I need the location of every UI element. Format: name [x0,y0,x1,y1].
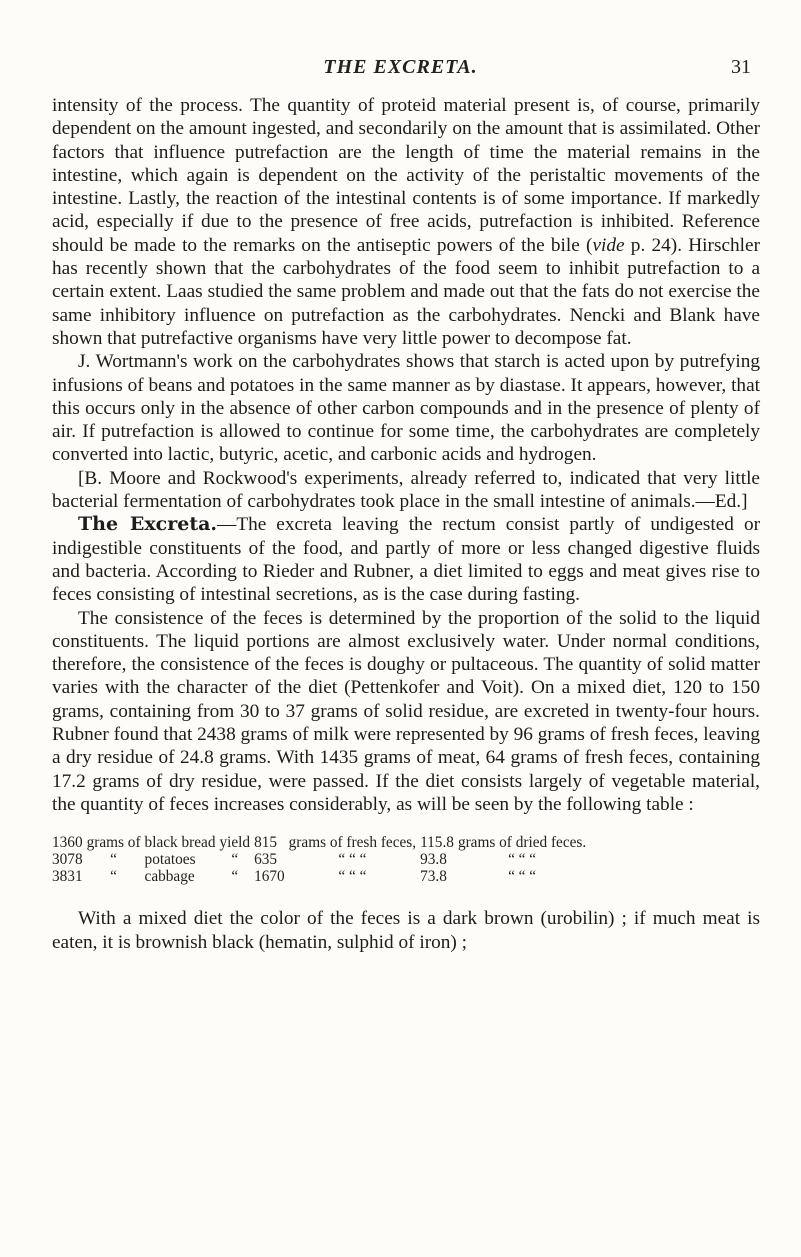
table-cell: “ “ “ [508,868,537,886]
body-text [52,94,760,954]
table-row [52,868,590,885]
table-cell: grams of fresh feces, [288,834,417,852]
paragraph-italic: vide [592,234,625,256]
table-cell: 1670 [254,868,285,886]
table-cell: 635 [254,851,278,869]
table-cell: grams of [86,834,141,852]
table-cell: black bread [144,834,216,852]
table-cell: grams of dried feces. [457,834,587,852]
paragraph-excreta [52,513,760,606]
table-cell: 93.8 [420,851,447,869]
table-cell: “ [110,868,117,886]
table-cell: “ [231,851,239,869]
table-cell: yield [219,834,251,852]
table-cell: “ “ “ [508,851,537,869]
paragraph-consistence: The consistence of the feces is determined by the proportion of the solid to the liquid constituents. The liquid portions are almost exclusively water. Under normal conditions, therefore, the consistence of the feces is doughy or pultaceous. The quantity of solid matter varies with the character of the diet (Pettenkofer and Voit). On a mixed diet, 120 to 150 grams, containing from 30 to 37 grams of solid residue, are excreted in twenty-four hours. Rubner found that 2438 grams of milk were represented by 96 grams of fresh feces, leaving a dry residue of 24.8 grams. With 1435 grams of meat, 64 grams of fresh feces, containing 17.2 grams of dry residue, were passed. If the diet consists largely of vegetable material, the quantity of feces increases considerably, as will be seen by the following table : [52,607,760,815]
table-cell: “ “ “ [338,868,367,886]
section-heading: The Excreta. [78,513,218,536]
paragraph-text: intensity of the process. The quantity of proteid material present is, of course, primarily dependent on the amount ingested, and secondarily on the amount that is assimilated. Other factors that influence putrefaction are the length of time the material remains in the intestine, which again is dependent on the activity of the peristaltic movements of the intestine. Lastly, the reaction of the intestinal contents is of some importance. If markedly acid, especially if due to the presence of free acids, putrefaction is inhibited. Reference should be made to the remarks on the antiseptic powers of the bile ( [52,95,760,256]
table-cell: “ [231,868,239,886]
table-cell: 815 [254,834,278,852]
table-cell: cabbage [144,868,195,886]
table-cell: “ [110,851,117,869]
paragraph-putrefaction-factors [52,94,760,350]
table-cell: 1360 [52,834,83,852]
table-cell: potatoes [144,851,196,869]
paragraph-text: —The excreta leaving the rectum consist partly of undigested or indigestible constituents of the food, and partly of more or less changed digestive fluids and bacteria. According to Rieder and Rubner, a diet limited to eggs and meat gives rise to feces consisting of intestinal secretions, as is the case during fasting. [52,514,760,606]
table-cell: 115.8 [420,834,454,852]
paragraph-text: p. 24). Hirschler has recently shown that the carbohydrates of the food seem to inhibit putrefaction to a certain extent. Laas studied the same problem and made out that the fats do not exercise the same inhibitory influence on putrefaction as the carbohydrates. Nencki and Blank have shown that putrefactive organisms have very little power to decompose fat. [52,234,760,349]
table-cell: “ “ “ [338,851,367,869]
feces-table [52,834,590,885]
paragraph-editor-note: [B. Moore and Rockwood's experiments, already referred to, indicated that very little bacterial fermentation of carbohydrates took place in the small intestine of animals.—Ed.] [52,467,760,513]
running-title: THE EXCRETA. [323,56,478,78]
table-cell: 3078 [52,851,83,869]
page-number: 31 [731,56,751,78]
table-cell: 3831 [52,868,83,886]
table-row [52,851,590,868]
paragraph-wortmann: J. Wortmann's work on the carbohydrates shows that starch is acted upon by putrefying infusions of beans and potatoes in the same manner as by diastase. It appears, however, that this occurs only in the absence of other carbon compounds and in the presence of plenty of air. If putrefaction is allowed to continue for some time, the carbohydrates are completely converted into lactic, butyric, acetic, and carbonic acids and hydrogen. [52,351,760,466]
paragraph-color: With a mixed diet the color of the feces is a dark brown (urobilin) ; if much meat is eaten, it is brownish black (hematin, sulphid of iron) ; [52,908,760,953]
table-cell: 73.8 [420,868,447,886]
table-row [52,834,590,851]
